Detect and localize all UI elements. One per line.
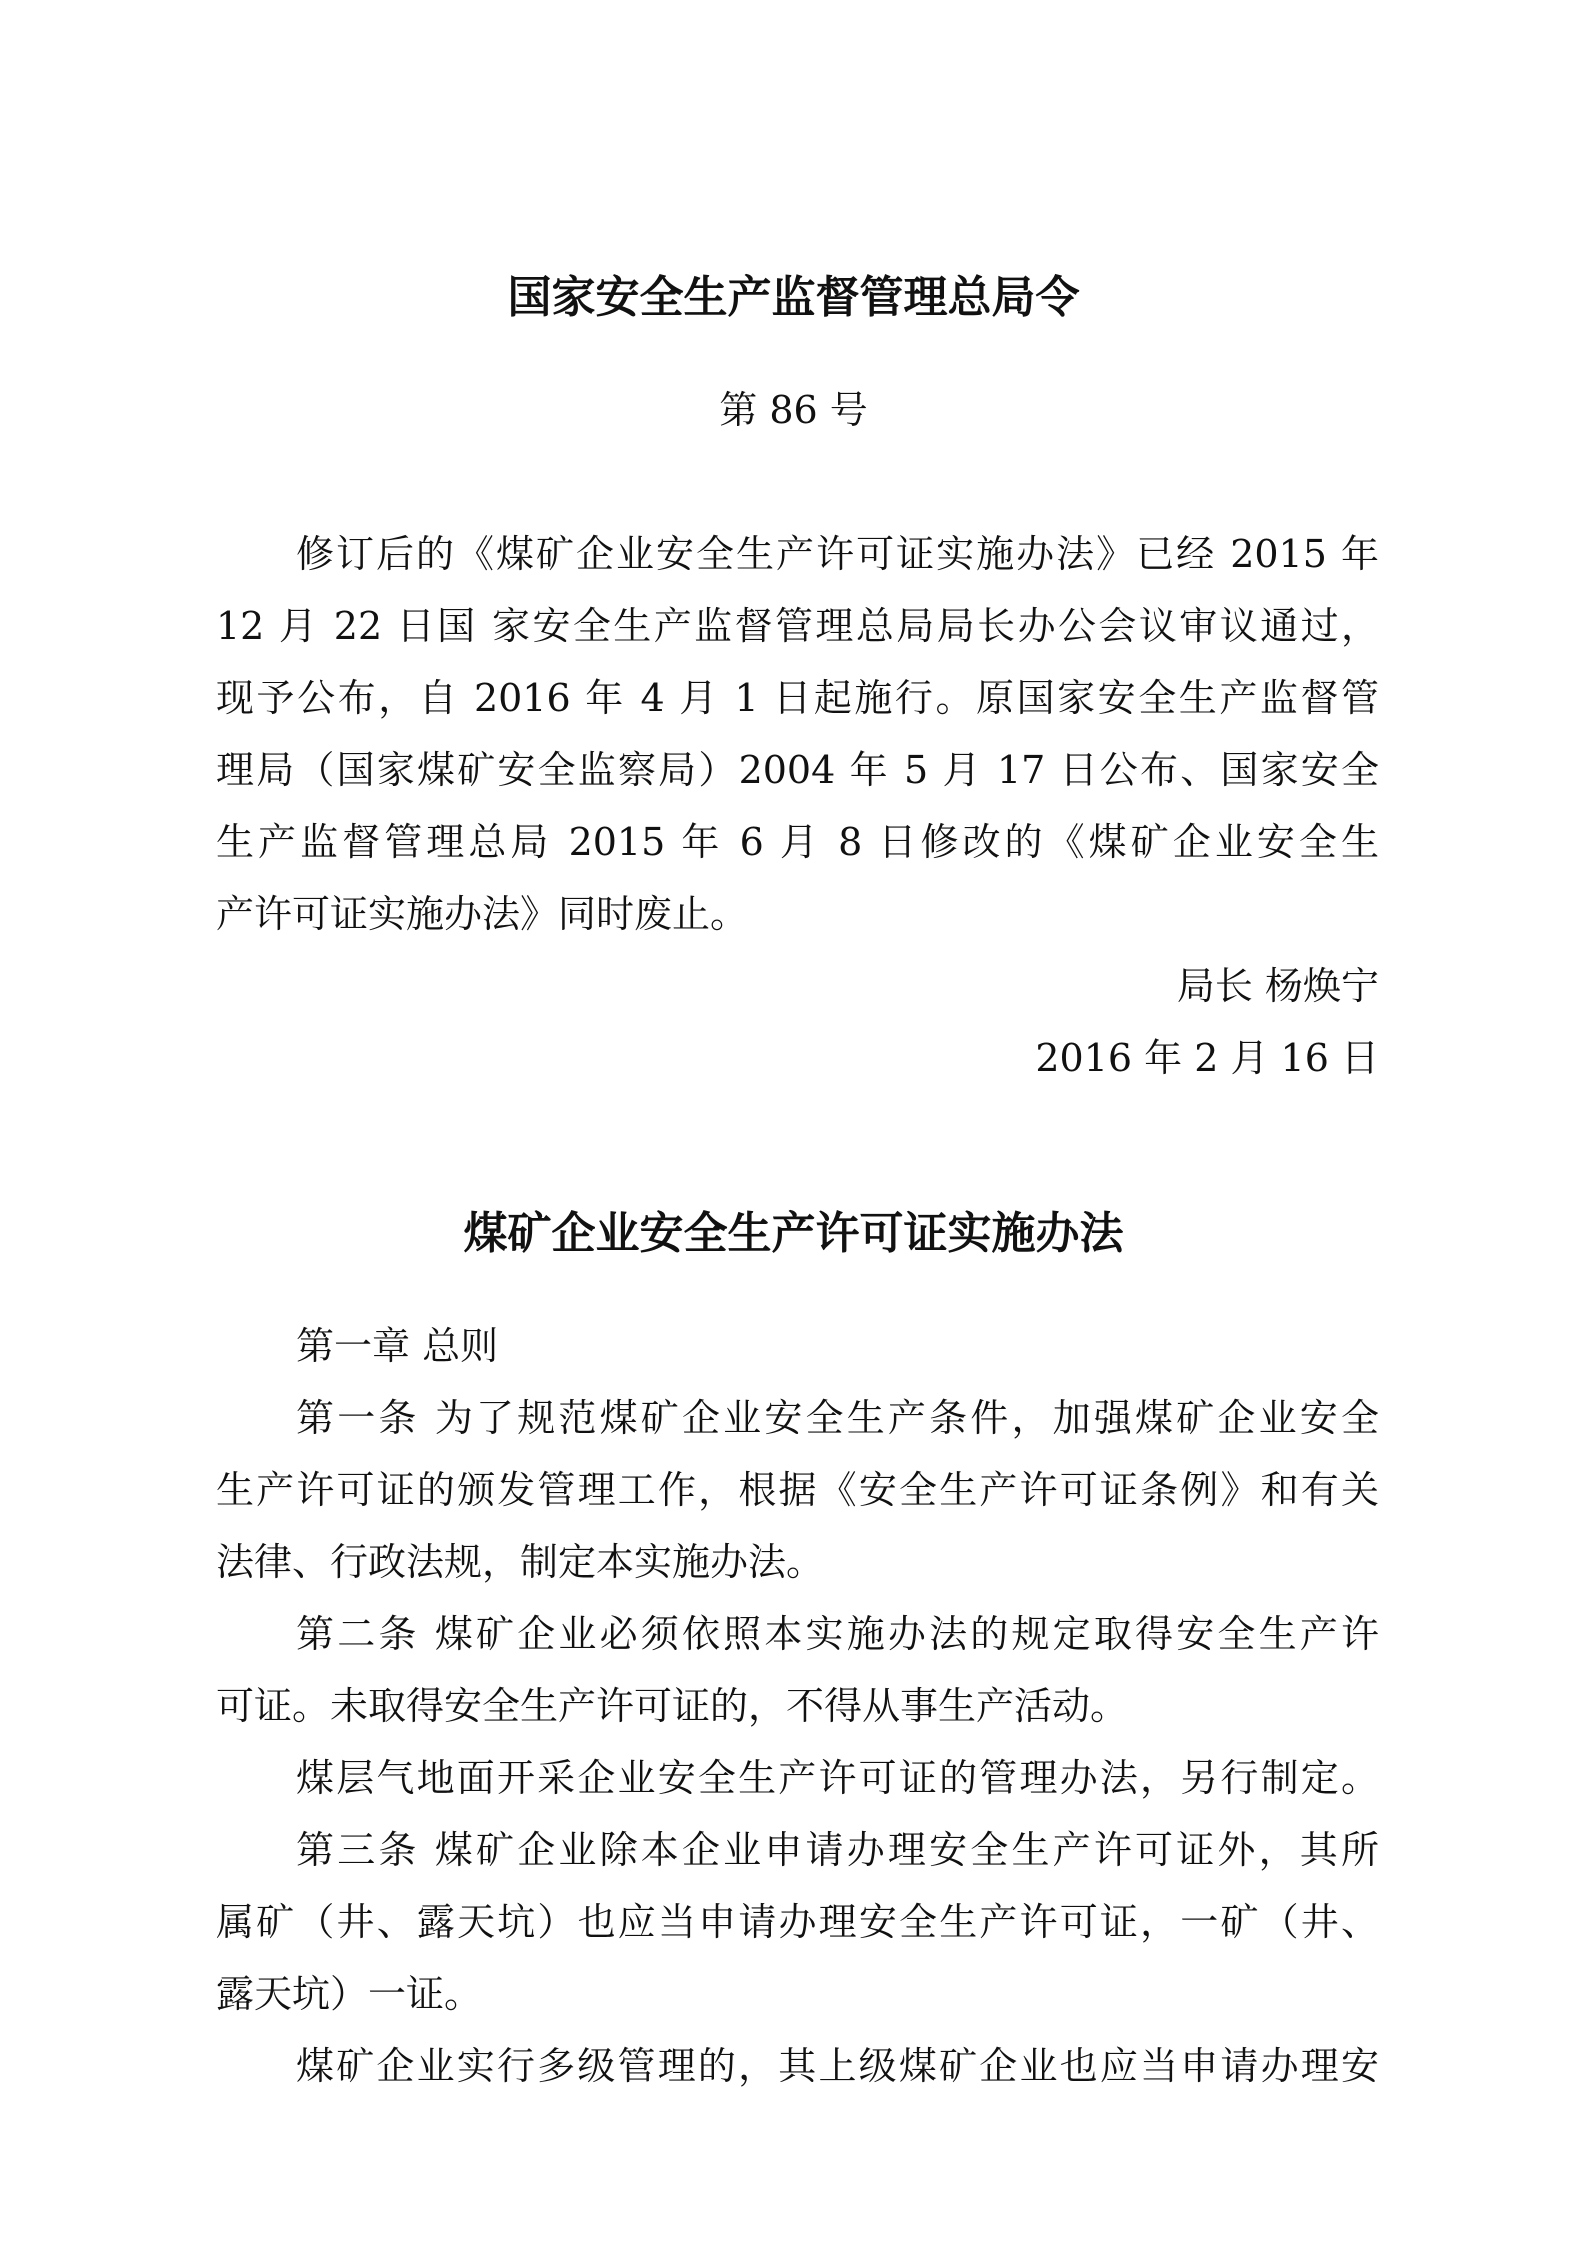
article-line: 露天坑）一证。	[216, 1972, 483, 2016]
article-line: 第三条 煤矿企业除本企业申请办理安全生产许可证外，其所	[296, 1828, 1379, 1872]
decree-body-line: 现予公布，自 2016 年 4 月 1 日起施行。原国家安全生产监督管	[216, 676, 1379, 720]
decree-date: 2016 年 2 月 16 日	[1035, 1036, 1379, 1080]
article-line: 可证。未取得安全生产许可证的，不得从事生产活动。	[216, 1684, 1129, 1728]
measures-title: 煤矿企业安全生产许可证实施办法	[463, 1208, 1124, 1259]
chapter-heading: 第一章 总则	[296, 1324, 499, 1368]
decree-body-line: 12 月 22 日国 家安全生产监督管理总局局长办公会议审议通过，	[216, 604, 1379, 648]
decree-body-line: 修订后的《煤矿企业安全生产许可证实施办法》已经 2015 年	[296, 532, 1379, 576]
article-line: 生产许可证的颁发管理工作，根据《安全生产许可证条例》和有关	[216, 1468, 1379, 1512]
article-line: 法律、行政法规，制定本实施办法。	[216, 1540, 825, 1584]
article-line: 煤矿企业实行多级管理的，其上级煤矿企业也应当申请办理安	[296, 2044, 1379, 2088]
article-line: 第二条 煤矿企业必须依照本实施办法的规定取得安全生产许	[296, 1612, 1379, 1656]
decree-body-line: 生产监督管理总局 2015 年 6 月 8 日修改的《煤矿企业安全生	[216, 820, 1379, 864]
decree-body-line: 理局（国家煤矿安全监察局）2004 年 5 月 17 日公布、国家安全	[216, 748, 1379, 792]
decree-number: 第 86 号	[719, 388, 868, 432]
signature: 局长 杨焕宁	[1176, 964, 1379, 1008]
article-line: 第一条 为了规范煤矿企业安全生产条件，加强煤矿企业安全	[296, 1396, 1379, 1440]
decree-body-line: 产许可证实施办法》同时废止。	[216, 892, 749, 936]
decree-title: 国家安全生产监督管理总局令	[507, 272, 1080, 323]
article-line: 煤层气地面开采企业安全生产许可证的管理办法，另行制定。	[296, 1756, 1379, 1800]
article-line: 属矿（井、露天坑）也应当申请办理安全生产许可证，一矿（井、	[216, 1900, 1379, 1944]
